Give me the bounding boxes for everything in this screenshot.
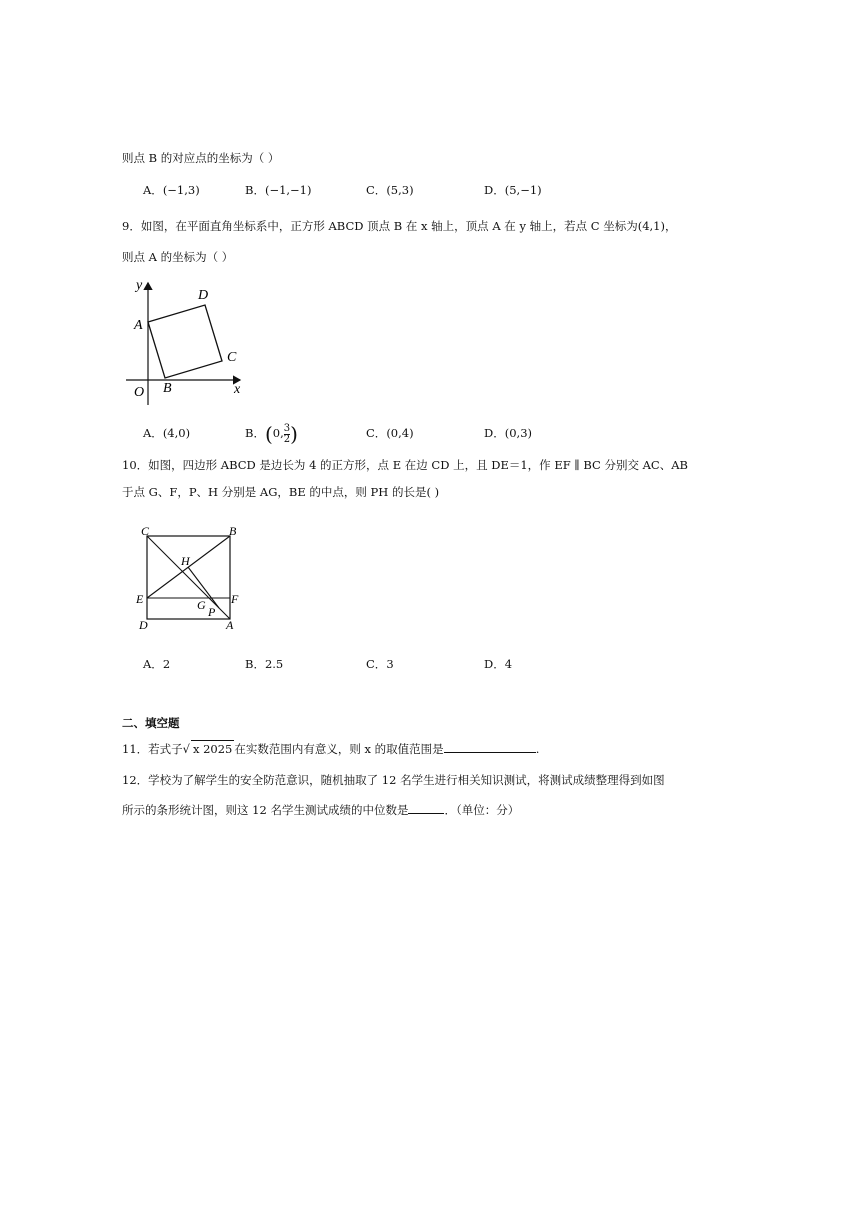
label-a: A: [134, 318, 143, 333]
q8-stem: 则点 B 的对应点的坐标为（ ）: [122, 151, 280, 165]
q12-stem-line2: [122, 801, 519, 818]
label-b: B: [163, 381, 172, 396]
option-text: (0,3): [504, 426, 532, 440]
label-p: P: [208, 605, 216, 619]
q12-stem-line1: 12．学校为了解学生的安全防范意识，随机抽取了 12 名学生进行相关知识测试，将测试成绩整理得到如图: [122, 773, 665, 787]
square-abcd: [148, 305, 222, 378]
q9-stem-line2: 则点 A 的坐标为（ ）: [122, 250, 234, 264]
q9-stem-line1: [122, 218, 676, 234]
q9-stem-end: ，: [664, 219, 677, 233]
label-b: B: [229, 524, 237, 538]
label-x: x: [234, 382, 241, 397]
option-text: (5,−1): [504, 183, 542, 197]
fraction-numerator: 3: [283, 422, 291, 434]
q10-stem-line2: 于点 G、F，P、H 分别是 AG，BE 的中点，则 PH 的长是( ): [122, 485, 440, 499]
q10-option-c: [366, 656, 394, 672]
option-letter: C．: [366, 426, 387, 440]
q8-option-b: [245, 182, 312, 198]
q12-text-post: ．（单位：分）: [444, 803, 520, 817]
option-letter: B．: [245, 183, 265, 197]
q11-stem: [122, 740, 539, 757]
option-text: (4,0): [162, 426, 191, 440]
option-letter: B．: [245, 426, 265, 440]
q9-option-c: [366, 425, 414, 441]
q10-option-d: [484, 656, 512, 672]
q9-option-a: [143, 425, 190, 441]
label-o: O: [134, 385, 145, 400]
q9-figure: [120, 275, 260, 410]
option-letter: D．: [484, 183, 505, 197]
label-d: D: [139, 618, 148, 632]
q10-option-a: [143, 656, 170, 672]
option-text: 3: [386, 657, 394, 671]
label-c: C: [141, 524, 150, 538]
q11-answer-blank[interactable]: [444, 740, 536, 753]
option-letter: B．: [245, 657, 265, 671]
option-letter: C．: [366, 657, 387, 671]
q9-stem-coord: (4,1): [637, 219, 665, 233]
q11-radicand: x 2025: [192, 742, 233, 756]
paren-close: ): [290, 422, 298, 446]
option-letter: D．: [484, 426, 505, 440]
q10-figure: [130, 520, 260, 635]
option-letter: C．: [366, 183, 387, 197]
label-g: G: [197, 598, 206, 612]
label-f: F: [231, 592, 239, 606]
label-y: y: [136, 278, 143, 293]
q10-stem-line1: 10．如图，四边形 ABCD 是边长为 4 的正方形，点 E 在边 CD 上，且 DE＝1，作 EF ∥ BC 分别交 AC、AB: [122, 458, 688, 472]
q12-text-pre: 所示的条形统计图，则这 12 名学生测试成绩的中位数是: [122, 803, 409, 817]
q9-option-b: [245, 418, 298, 449]
q11-text-end: .: [535, 742, 540, 756]
label-e: E: [136, 592, 144, 606]
option-text: 2.5: [264, 657, 284, 671]
q10-option-b: [245, 656, 283, 672]
q9-stem-text: 9．如图，在平面直角坐标系中，正方形 ABCD 顶点 B 在 x 轴上，顶点 A 在 y 轴上，若点 C 坐标为: [122, 219, 638, 233]
section-title: 二、填空题: [122, 716, 180, 730]
fraction-denominator: 2: [283, 433, 291, 445]
label-h: H: [181, 554, 190, 568]
option-text: (−1,−1): [264, 183, 312, 197]
option-text-pre: 0,: [272, 426, 284, 440]
label-a: A: [226, 618, 234, 632]
option-letter: A．: [143, 426, 163, 440]
sqrt-sign: √: [182, 742, 190, 756]
option-text: 2: [162, 657, 171, 671]
q11-text-post: 在实数范围内有意义，则 x 的取值范围是: [234, 742, 444, 756]
q8-option-d: [484, 182, 542, 198]
q12-answer-blank[interactable]: [408, 801, 444, 814]
q9-option-d: [484, 425, 532, 441]
option-letter: D．: [484, 657, 505, 671]
label-d: D: [198, 288, 209, 303]
paren-open: (: [264, 422, 273, 446]
label-c: C: [227, 350, 237, 365]
q11-text-pre: 11．若式子: [122, 742, 183, 756]
q8-option-a: [143, 182, 200, 198]
q8-option-c: [366, 182, 414, 198]
option-text: (−1,3): [162, 183, 200, 197]
option-text: 4: [504, 657, 513, 671]
option-letter: A．: [143, 657, 163, 671]
option-text: (5,3): [386, 183, 414, 197]
option-letter: A．: [143, 183, 163, 197]
option-text: (0,4): [386, 426, 414, 440]
